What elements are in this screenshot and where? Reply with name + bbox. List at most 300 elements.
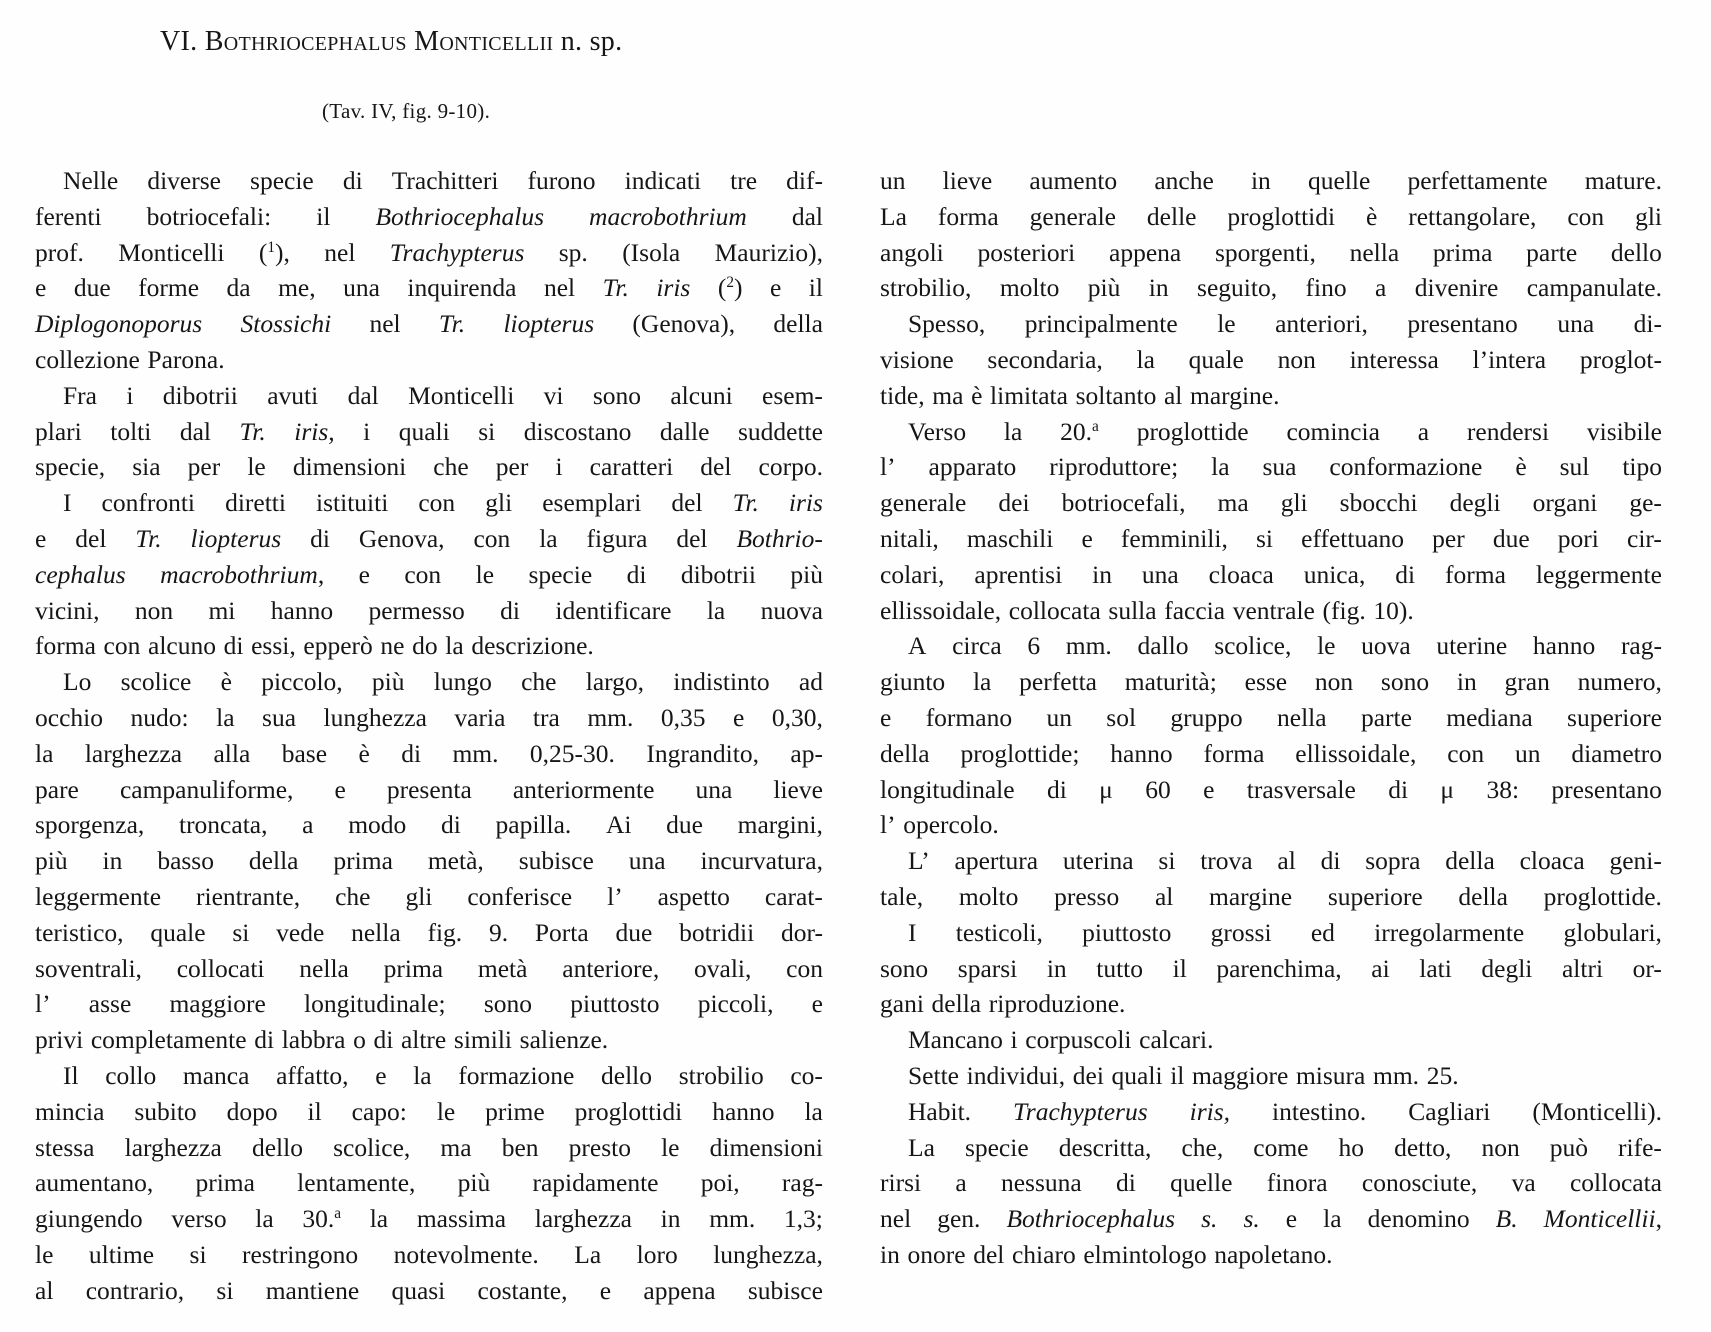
word: nella (1349, 237, 1400, 267)
word: hanno (1532, 631, 1596, 661)
word: proglottide (1136, 416, 1249, 446)
word: la (804, 1096, 823, 1126)
word: molto (999, 273, 1060, 303)
word: iris (656, 273, 691, 303)
word: (fig. (1322, 595, 1366, 625)
word: caratteri (589, 452, 674, 482)
word: un (1046, 703, 1072, 732)
word: i (555, 452, 563, 482)
text-line (35, 700, 823, 736)
word: in (1250, 166, 1271, 195)
word: Lo (63, 667, 92, 697)
word: Bothrio- (736, 524, 823, 553)
word: anche (1154, 166, 1214, 195)
section-number: VI. (160, 26, 205, 57)
word: Monticelli (118, 237, 225, 267)
word: nitali, (880, 524, 939, 553)
word: dal (179, 416, 211, 446)
word: do (412, 631, 438, 661)
text-line (880, 235, 1662, 271)
word: mm. (452, 738, 499, 768)
word: gli (1635, 201, 1662, 231)
word: (Monticelli). (1532, 1096, 1662, 1126)
word: sono (1380, 667, 1430, 697)
word: alcuno (148, 631, 216, 661)
word: perfetta (1019, 667, 1097, 697)
word: macrobothrium (589, 201, 747, 231)
word: e (358, 559, 370, 589)
word: fig. (427, 917, 463, 947)
word: istituiti (316, 488, 389, 518)
word: Genova, (358, 524, 445, 553)
word: μ (1440, 774, 1455, 804)
word: mm. (709, 1204, 756, 1234)
word: posteriori (977, 237, 1076, 267)
word: in (660, 1204, 681, 1234)
word: modo (348, 810, 407, 840)
text-line (63, 1058, 823, 1094)
word: di (500, 595, 520, 625)
word: riproduttore; (1049, 452, 1179, 482)
text-line (880, 521, 1662, 557)
text-line (35, 843, 823, 879)
word: lieve (773, 774, 823, 804)
word: la (972, 667, 992, 697)
word: la (1323, 1204, 1342, 1234)
word: proglottidi (1227, 201, 1336, 231)
word: mm. (1065, 631, 1112, 661)
word: La (574, 1240, 602, 1269)
word: a (955, 1168, 967, 1198)
word: I (63, 488, 72, 518)
word: appena (643, 1275, 716, 1305)
word: interessa (1349, 345, 1439, 374)
word: 20.$^a$ (1060, 416, 1099, 446)
word: 38: (1486, 774, 1520, 804)
word: faccia (1164, 595, 1226, 625)
word: 6 (1027, 631, 1041, 661)
word: collocati (176, 953, 265, 983)
word: identificare (555, 595, 672, 625)
word: Spesso, (908, 309, 986, 339)
word: come (1253, 1132, 1309, 1162)
word: degli (1481, 953, 1533, 983)
word: più (35, 846, 68, 876)
word: con (1567, 201, 1605, 231)
word: numero, (1577, 667, 1662, 697)
text-line (35, 593, 823, 629)
word: misura (1295, 1061, 1366, 1090)
word: L’ (908, 846, 930, 876)
word: due (73, 273, 111, 303)
text-line (35, 772, 823, 808)
word: maggiore (169, 989, 266, 1019)
word: uterina (1062, 846, 1134, 876)
word: presto (568, 1132, 631, 1162)
text-line (35, 1237, 823, 1273)
text-line (880, 270, 1662, 306)
word: il (1172, 953, 1187, 983)
word: liopterus (190, 524, 282, 553)
word: vede (276, 917, 325, 947)
word: sporgenza, (35, 810, 145, 840)
word: con (418, 488, 456, 518)
word: si (1255, 524, 1273, 553)
word: i (1010, 1025, 1018, 1055)
word: della (1445, 846, 1495, 876)
word: quali (1111, 1061, 1163, 1090)
word: in (1456, 667, 1477, 697)
word: leggermente (1535, 559, 1662, 589)
word: sporgenti, (1215, 237, 1316, 267)
word: ben (501, 1132, 539, 1162)
word: dimensioni (292, 452, 407, 482)
word: botriocefali, (1061, 488, 1186, 518)
text-line (35, 521, 823, 557)
word: degli (1449, 488, 1501, 518)
word: sol (1106, 703, 1137, 732)
word: di (310, 524, 330, 553)
word: a (302, 810, 314, 840)
word: lati (1419, 953, 1452, 983)
word: il (307, 1096, 322, 1126)
word: campanulate. (1526, 273, 1662, 303)
word: descritta, (1058, 1132, 1152, 1162)
word: dei (998, 488, 1030, 518)
word: teristico, (35, 917, 124, 947)
word: apparato (928, 452, 1017, 482)
word: Mancano (908, 1025, 1003, 1055)
text-line (880, 700, 1662, 736)
word: della (931, 989, 982, 1019)
word: di (1115, 1168, 1136, 1198)
word: si (1158, 846, 1176, 876)
word: altre (400, 1025, 447, 1055)
word: Porta (534, 917, 589, 947)
word: forma (35, 631, 96, 661)
word: in (1046, 953, 1067, 983)
word: ovali, (694, 953, 752, 983)
word: or- (1632, 953, 1662, 983)
word: collezione (35, 345, 140, 374)
word: iris (788, 488, 823, 518)
word: le (1217, 309, 1236, 339)
text-line (35, 1130, 823, 1166)
word: asse (88, 989, 132, 1019)
word: dopo (226, 1096, 278, 1126)
word: diametro (1571, 738, 1662, 768)
word: subisce (747, 1275, 823, 1305)
word: formano (925, 703, 1013, 732)
word: altri (1561, 953, 1604, 983)
word: nel (880, 1204, 912, 1234)
word: Tr. (239, 416, 266, 446)
word: nuova (760, 595, 823, 625)
word: Bothriocephalus (375, 201, 545, 231)
word: appena (1109, 237, 1182, 267)
word: principalmente (1024, 309, 1178, 339)
word: le (436, 1096, 456, 1126)
text-line (35, 736, 823, 772)
word: μ (1099, 774, 1113, 804)
word: prima (333, 846, 393, 876)
word: liopterus (503, 309, 595, 339)
word: due (1492, 524, 1530, 553)
word: 0,35 (660, 703, 706, 732)
word: dimensioni (709, 1132, 823, 1162)
text-line (908, 1130, 1662, 1166)
word: gran (1504, 667, 1550, 697)
word: dif- (786, 166, 823, 195)
word: con (786, 953, 823, 983)
word: di (1395, 559, 1416, 589)
word: ai (1371, 953, 1390, 983)
word: l’ (35, 989, 51, 1019)
word: una (343, 273, 380, 303)
word: alla (213, 738, 251, 768)
word: maturità; (1124, 667, 1217, 697)
word: mm. (587, 703, 634, 732)
text-line (880, 163, 1662, 199)
word: margini, (737, 810, 823, 840)
word: opercolo. (903, 810, 999, 840)
word: pare (35, 774, 79, 804)
word: strobilio (678, 1061, 764, 1090)
word: me, (278, 273, 316, 303)
word: basso (157, 846, 214, 876)
word: largo, (585, 667, 645, 697)
word: conferisce (467, 882, 573, 911)
word: l’ (607, 882, 623, 911)
word: discostano (523, 416, 632, 446)
word: B. (1495, 1204, 1518, 1234)
word: è (971, 380, 983, 410)
word: papilla. (495, 810, 572, 840)
word: si (189, 1240, 207, 1269)
text-line (35, 1165, 823, 1201)
word: restringono (242, 1240, 359, 1269)
word: salienze. (519, 1025, 609, 1055)
word: divenire (1414, 273, 1499, 303)
word: Ai (605, 810, 632, 840)
word: secondaria, (987, 345, 1103, 374)
word: La (880, 201, 907, 231)
word: prima (383, 953, 444, 983)
word: in (1148, 273, 1169, 303)
word: due (615, 917, 653, 947)
word: piccoli, (697, 989, 774, 1019)
word: si (478, 416, 496, 446)
word: non (134, 595, 174, 625)
word: che (433, 452, 469, 482)
word: sul (1559, 452, 1590, 482)
word: e (1081, 524, 1093, 553)
word: al (35, 1275, 54, 1305)
word: 0,25-30. (529, 738, 615, 768)
word: rife- (1618, 1132, 1662, 1162)
word: di (440, 810, 461, 840)
plate-reference: (Tav. IV, fig. 9-10). (322, 99, 491, 123)
text-line (35, 1273, 823, 1309)
word: suddette (737, 416, 823, 446)
text-line (880, 951, 1662, 987)
word: piuttosto (1082, 917, 1172, 947)
word: hanno (270, 595, 334, 625)
word: una (1557, 309, 1595, 339)
word: lunghezza, (713, 1240, 823, 1269)
word: mm. (1373, 1061, 1420, 1090)
word: Sette (908, 1061, 959, 1090)
word: diretti (225, 488, 286, 518)
word: longitudinale; (303, 989, 446, 1019)
word: mantiene (265, 1275, 360, 1305)
word: e (733, 703, 745, 732)
word: tolti (110, 416, 152, 446)
word: angoli (880, 237, 944, 267)
word: le (35, 1240, 54, 1269)
text-line (35, 1094, 823, 1130)
word: Diplogonoporus (35, 309, 203, 339)
word: per (187, 452, 221, 482)
word: sua (1262, 452, 1297, 482)
word: hanno (1110, 738, 1173, 768)
word: di (254, 1025, 275, 1055)
word: dor- (781, 917, 823, 947)
word: e (880, 703, 892, 732)
word: molto (958, 882, 1019, 911)
word: di (1388, 774, 1409, 804)
word: sparsi (957, 953, 1018, 983)
text-line (35, 414, 823, 450)
text-line (908, 628, 1662, 664)
word: circa (952, 631, 1002, 661)
word: del (700, 452, 732, 482)
word: della (248, 846, 299, 876)
word: strobilio, (880, 273, 972, 303)
word: sulla (1108, 595, 1157, 625)
word: il (316, 201, 331, 231)
word: quasi (391, 1275, 446, 1305)
text-line (908, 843, 1662, 879)
word: irregolarmente (1374, 917, 1525, 947)
word: presentano (1407, 309, 1518, 339)
word: le (247, 452, 266, 482)
word: forma (1203, 738, 1265, 768)
word: larghezza (84, 738, 183, 768)
word: Habit. (908, 1096, 972, 1126)
word: nudo: (130, 703, 189, 732)
word: 1,3; (783, 1204, 823, 1234)
word: dello (601, 1061, 653, 1090)
word: inquirenda (407, 273, 517, 303)
word: la (369, 1204, 389, 1234)
word: a (1417, 416, 1430, 446)
word: elmintologo (1083, 1240, 1207, 1269)
word: la (539, 524, 558, 553)
word: e (1285, 1204, 1298, 1234)
word: del (75, 524, 107, 553)
text-line (35, 915, 823, 951)
text-line (35, 1201, 823, 1237)
word: Monticellii, (1543, 1204, 1662, 1234)
word: grossi (1210, 917, 1272, 947)
word: s. (1201, 1204, 1218, 1234)
word: organi (1532, 488, 1598, 518)
word: più (790, 559, 823, 589)
word: colari, (880, 559, 945, 589)
word: che (521, 667, 557, 697)
word: per (495, 452, 529, 482)
word: vi (543, 380, 564, 410)
word: La (908, 1132, 935, 1162)
word: ap- (790, 738, 823, 768)
word: margine (1209, 882, 1293, 911)
word: è (1366, 201, 1378, 231)
word: piccolo, (261, 667, 343, 697)
word: permesso (368, 595, 465, 625)
text-line (880, 1165, 1662, 1201)
word: lieve (942, 166, 993, 195)
word: loro (636, 1240, 678, 1269)
word: visione (880, 345, 954, 374)
word: nessuna (1000, 1168, 1082, 1198)
word: la (706, 595, 726, 625)
word: specie (964, 1132, 1029, 1162)
text-line (35, 628, 823, 664)
word: Verso (908, 416, 967, 446)
word: di (223, 631, 244, 661)
word: ho (1338, 1132, 1365, 1162)
word: rag- (1620, 631, 1662, 661)
word: verso (171, 1204, 227, 1234)
word: Monticelli (408, 380, 515, 410)
word: intestino. (1272, 1096, 1367, 1126)
word: Tr. (438, 309, 466, 339)
word: (Genova), (632, 309, 736, 339)
word: non (1314, 667, 1354, 697)
word: sia (132, 452, 161, 482)
text-line (880, 593, 1662, 629)
word: non (1481, 1132, 1520, 1162)
text-line (908, 1022, 1662, 1058)
word: essi, (251, 631, 296, 661)
text-line (35, 557, 823, 593)
word: Tr. (135, 524, 162, 553)
word: giunto (880, 667, 946, 697)
word: o (353, 1025, 366, 1055)
word: ma (440, 1132, 472, 1162)
word: Trachypterus (389, 237, 525, 267)
text-line (35, 270, 823, 306)
word: Fra (63, 380, 97, 410)
text-line (880, 1201, 1662, 1237)
word: conformazione (1329, 452, 1483, 482)
word: notevolmente. (393, 1240, 539, 1269)
text-line (880, 879, 1662, 915)
word: furono (527, 166, 596, 195)
word: l’ (880, 452, 896, 482)
word: che, (1181, 1132, 1224, 1162)
text-line (880, 378, 1662, 414)
new-species-label: n. sp. (553, 26, 623, 57)
word: in (1092, 559, 1112, 589)
word: generale (880, 488, 967, 518)
word: con (103, 631, 141, 661)
word: forma (1445, 559, 1506, 589)
word: formazione (458, 1061, 575, 1090)
word: trasversale (1246, 774, 1356, 804)
word: sp. (558, 237, 588, 267)
